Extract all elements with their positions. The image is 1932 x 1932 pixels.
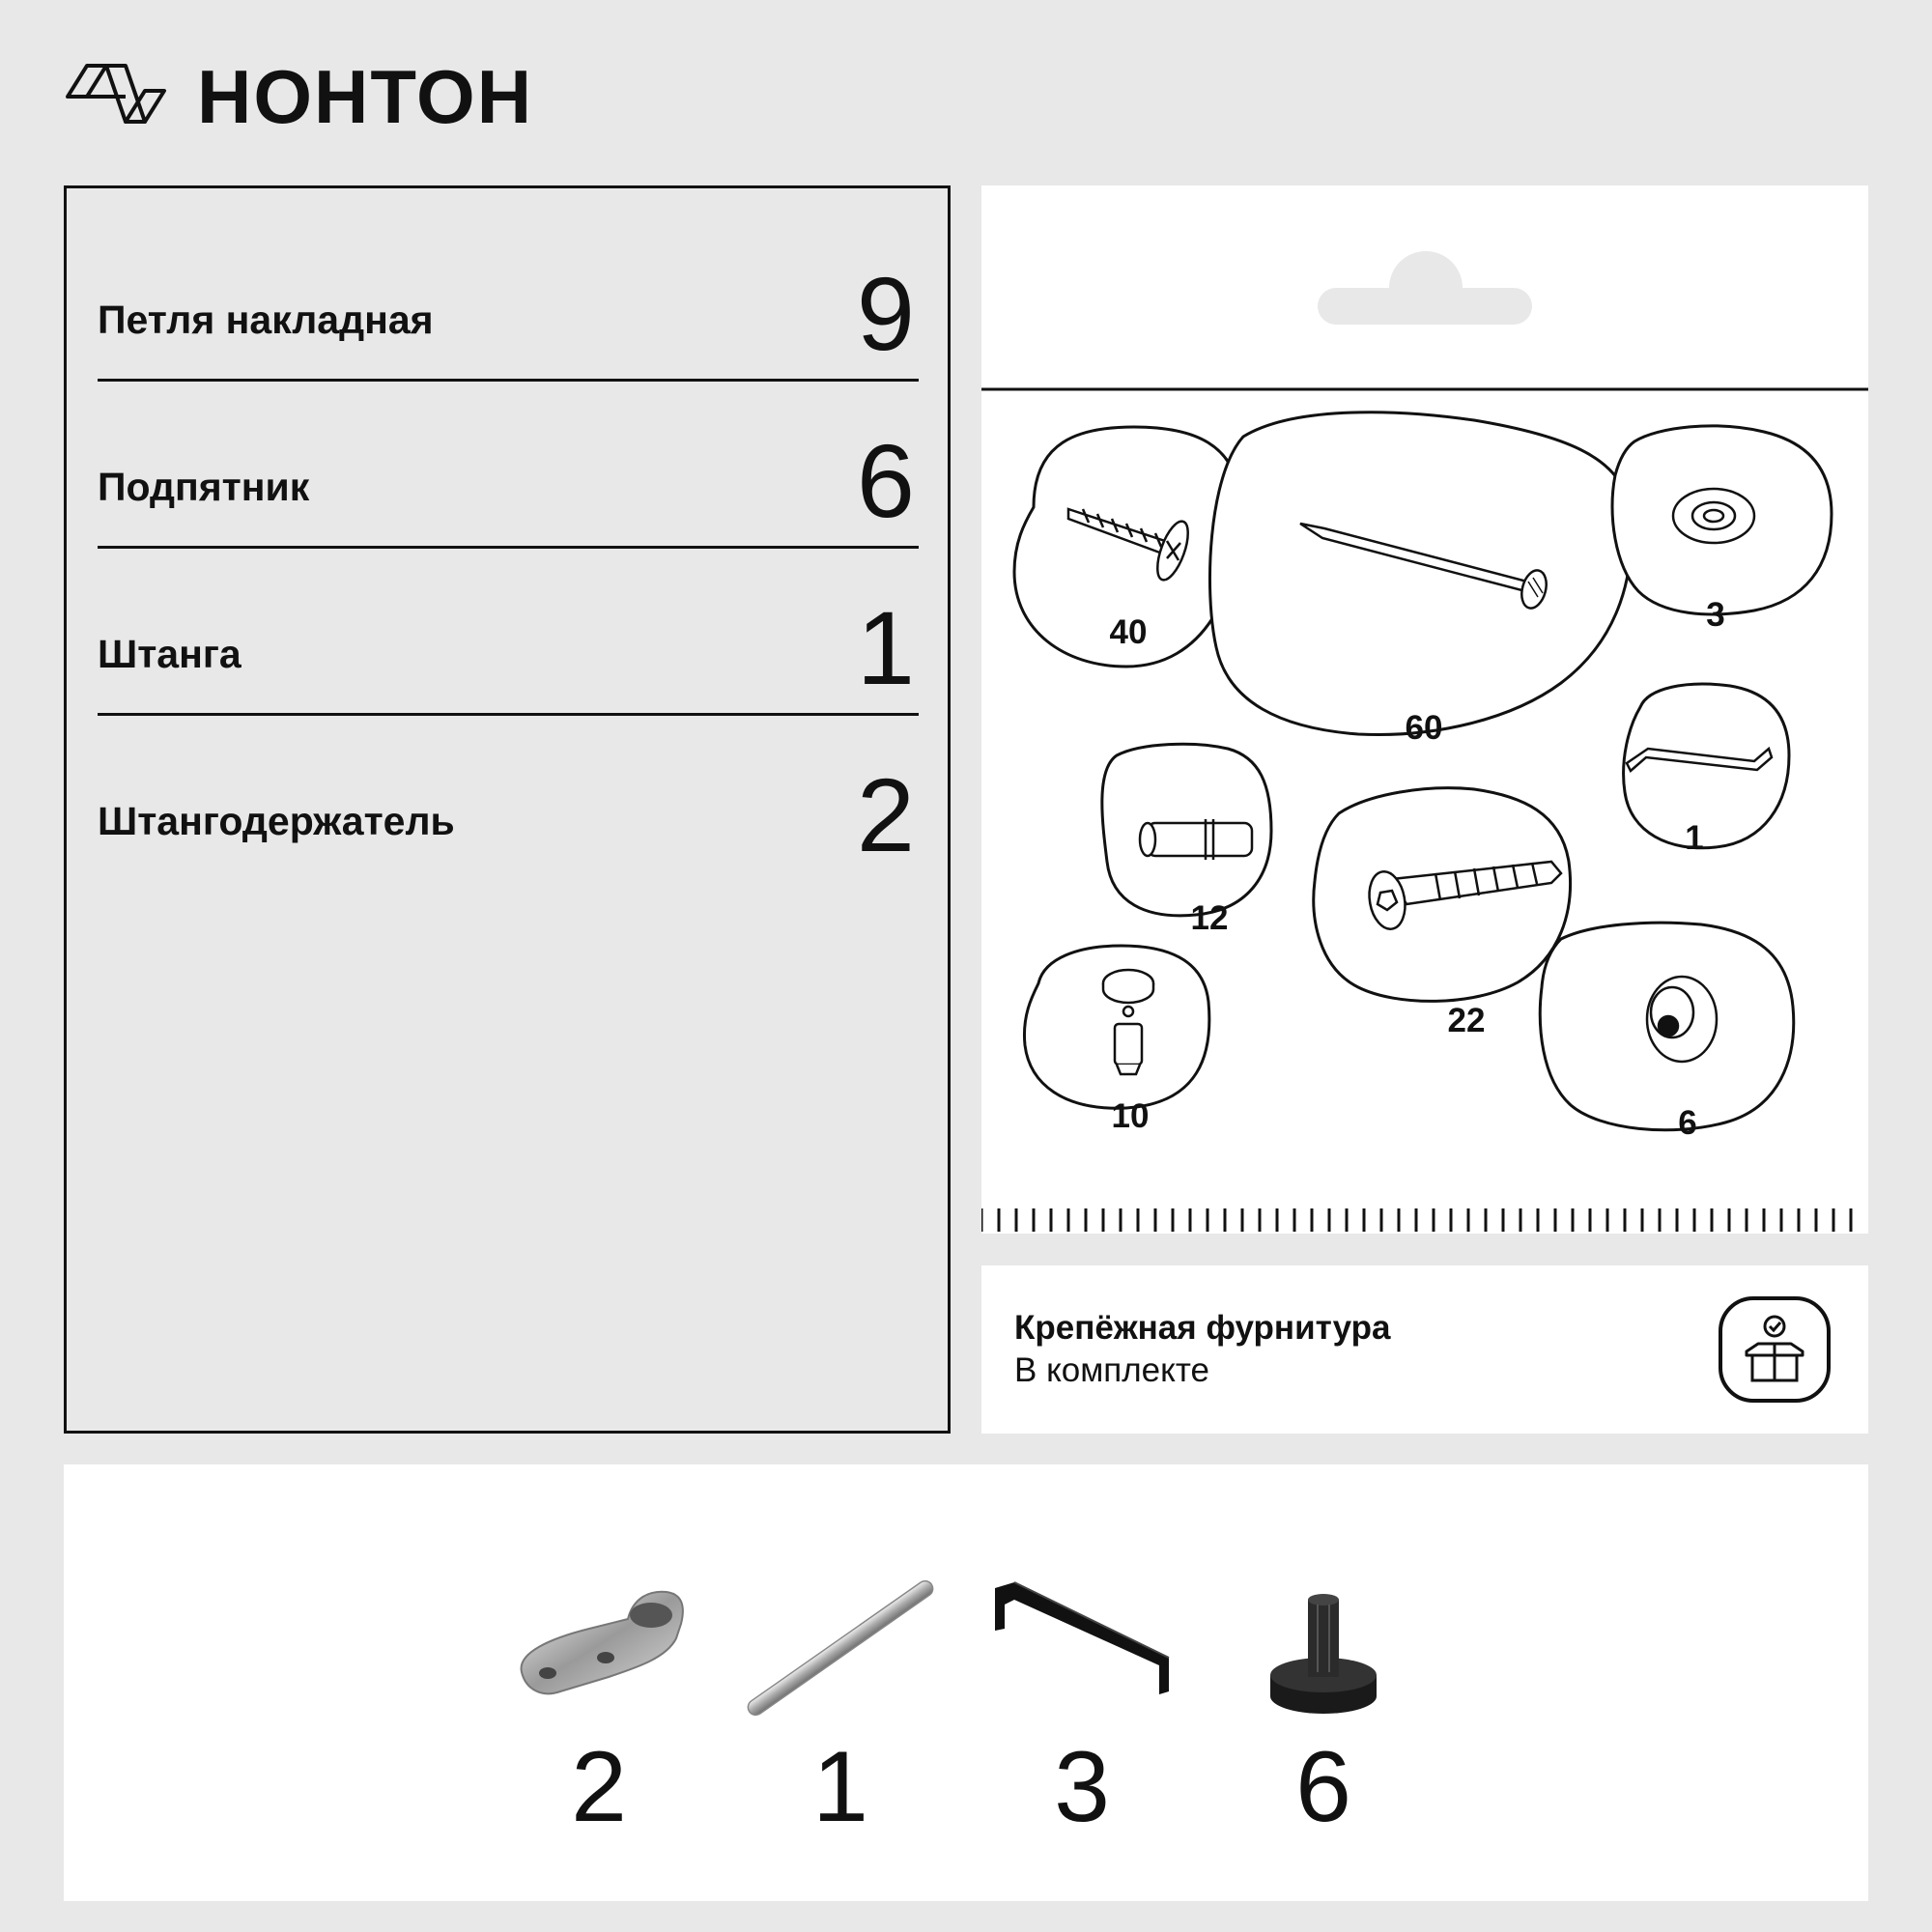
fitting-count: 1 [1685, 819, 1704, 857]
fitting-count: 60 [1405, 709, 1443, 747]
kit-title: Крепёжная фурнитура [1014, 1309, 1391, 1347]
hardware-count: 6 [1295, 1731, 1351, 1843]
part-label: Петля накладная [98, 298, 434, 342]
hardware-item [734, 1464, 947, 1901]
leveler-foot-icon [1217, 1561, 1430, 1735]
hardware-item [976, 1464, 1188, 1901]
part-row [98, 716, 919, 883]
perforation [981, 1208, 1851, 1232]
rod-icon [734, 1561, 947, 1735]
part-row [98, 214, 919, 382]
hang-hole-icon [1318, 251, 1532, 325]
brand-logo-icon [64, 58, 170, 135]
hardware-strip [64, 1464, 1868, 1901]
fitting-blob [1624, 684, 1789, 848]
fitting-count: 6 [1678, 1104, 1697, 1142]
fitting-count: 10 [1111, 1097, 1150, 1135]
hardware-count: 2 [571, 1731, 627, 1843]
part-count: 1 [856, 589, 915, 706]
fitting-count: 12 [1190, 899, 1229, 937]
part-count: 6 [856, 422, 915, 539]
hardware-count: 3 [1054, 1731, 1110, 1843]
dowel-pin-icon [1140, 819, 1252, 860]
part-label: Штанга [98, 632, 242, 676]
hardware-count: 1 [812, 1731, 868, 1843]
kit-card [981, 1265, 1868, 1434]
fitting-count: 22 [1447, 1002, 1486, 1039]
kit-subtitle: В комплекте [1014, 1351, 1209, 1389]
hardware-item [493, 1464, 705, 1901]
brand-name: НОНТОН [197, 54, 534, 139]
part-label: Штангодержатель [98, 799, 455, 843]
fitting-blob [1209, 412, 1631, 735]
fitting-count: 3 [1706, 596, 1725, 634]
fitting-count: 40 [1109, 613, 1148, 651]
part-row [98, 382, 919, 549]
part-count: 2 [856, 756, 915, 873]
fittings-bag-illustration [981, 185, 1868, 1234]
washer-icon [1673, 489, 1754, 543]
box-check-icon [1718, 1295, 1832, 1404]
hardware-item [1217, 1464, 1430, 1901]
part-label: Подпятник [98, 465, 310, 509]
screw-cap-icon [1647, 977, 1717, 1062]
part-count: 9 [856, 255, 915, 372]
parts-list [64, 185, 951, 1434]
handle-icon [976, 1561, 1188, 1735]
rod-holder-icon [493, 1561, 705, 1735]
brand [64, 54, 534, 139]
part-row [98, 549, 919, 716]
fittings-bag [981, 185, 1868, 1234]
